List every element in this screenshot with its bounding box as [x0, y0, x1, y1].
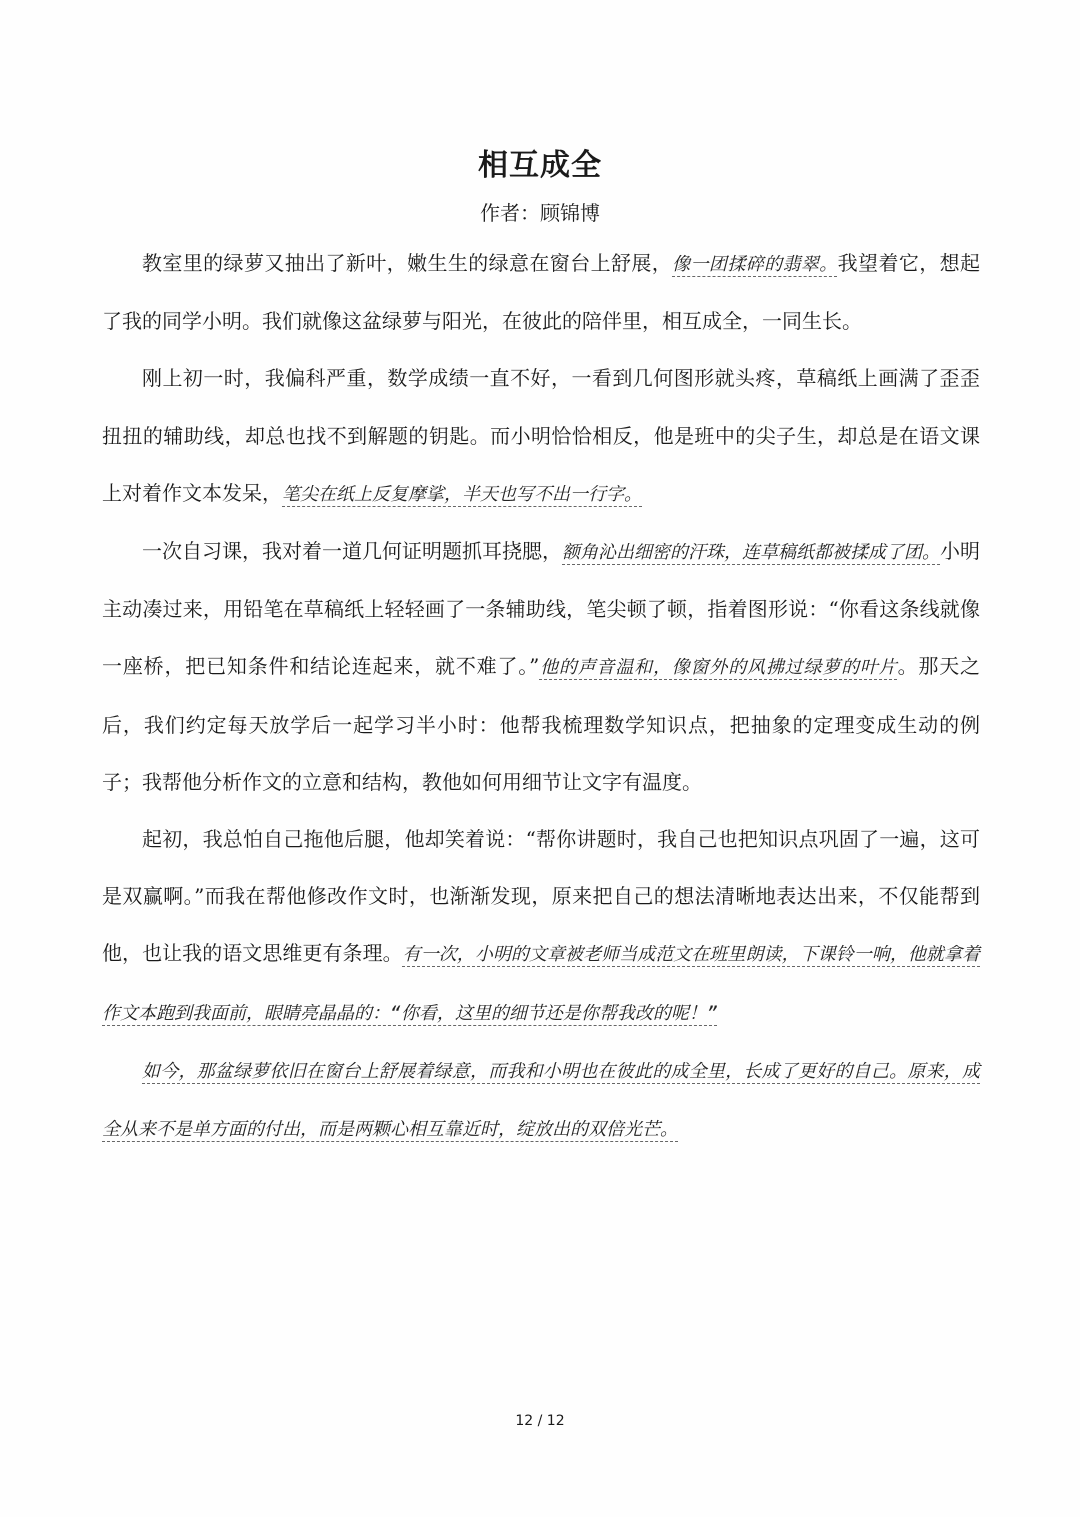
paragraph: [102, 1042, 980, 1158]
printed-text: 小明主动凑过来，用铅笔在草稿纸上轻轻画了一条辅助线，笔尖顿了顿，指着图形说：“你看这条线就像一座桥，把已知条件和结论连起来，就不难了。”: [102, 539, 980, 679]
handwritten-annotation: 像一团揉碎的翡翠。: [672, 254, 838, 275]
handwritten-annotation: 如今，那盆绿萝依旧在窗台上舒展着绿意，而我和小明也在彼此的成全里，长成了更好的自己。原来，成全从来不是单方面的付出，而是两颗心相互靠近时，绽放出的双倍光芒。: [102, 1060, 980, 1141]
paragraph: [102, 235, 980, 350]
printed-text: 一次自习课，我对着一道几何证明题抓耳挠腮，: [142, 539, 562, 564]
paragraph: [102, 350, 980, 523]
handwritten-annotation: 他的声音温和，像窗外的风拂过绿萝的叶片: [539, 657, 898, 679]
paragraph: [102, 811, 980, 1042]
paragraph: [102, 523, 980, 811]
handwritten-annotation: 有一次，小明的文章被老师当成范文在班里朗读，下课铃一响，他就拿着作文本跑到我面前，眼睛亮晶晶的：“你看，这里的细节还是你帮我改的呢！”: [102, 944, 981, 1024]
essay-title: 相互成全: [478, 148, 602, 183]
essay-author: 作者：顾锦博: [480, 201, 600, 225]
page-number: 12 / 12: [515, 1413, 565, 1429]
printed-text: 教室里的绿萝又抽出了新叶，嫩生生的绿意在窗台上舒展，: [142, 251, 673, 275]
printed-text: 我望着它，想起了我的同学小明。我们就像这盆绿萝与阳光，在彼此的陪伴里，相互成全，一同生长。: [102, 251, 981, 334]
essay-body: [102, 235, 980, 1158]
handwritten-annotation: 笔尖在纸上反复摩挲，半天也写不出一行字。: [282, 483, 642, 505]
printed-text: 。那天之后，我们约定每天放学后一起学习半小时：他帮我梳理数学知识点，把抽象的定理变成生动的例子；我帮他分析作文的立意和结构，教他如何用细节让文字有温度。: [102, 654, 981, 794]
handwritten-annotation: 额角沁出细密的汗珠，连草稿纸都被揉成了团。: [562, 542, 940, 564]
printed-text: 刚上初一时，我偏科严重，数学成绩一直不好，一看到几何图形就头疼，草稿纸上画满了歪歪扭扭的辅助线，却总也找不到解题的钥匙。而小明恰恰相反，他是班中的尖子生，却总是在语文课上对着作文本发呆，: [102, 366, 980, 505]
printed-text: 起初，我总怕自己拖他后腿，他却笑着说：“帮你讲题时，我自己也把知识点巩固了一遍，这可是双赢啊。”而我在帮他修改作文时，也渐渐发现，原来把自己的想法清晰地表达出来，不仅能帮到他，也让我的语文思维更有条理。: [102, 827, 980, 966]
